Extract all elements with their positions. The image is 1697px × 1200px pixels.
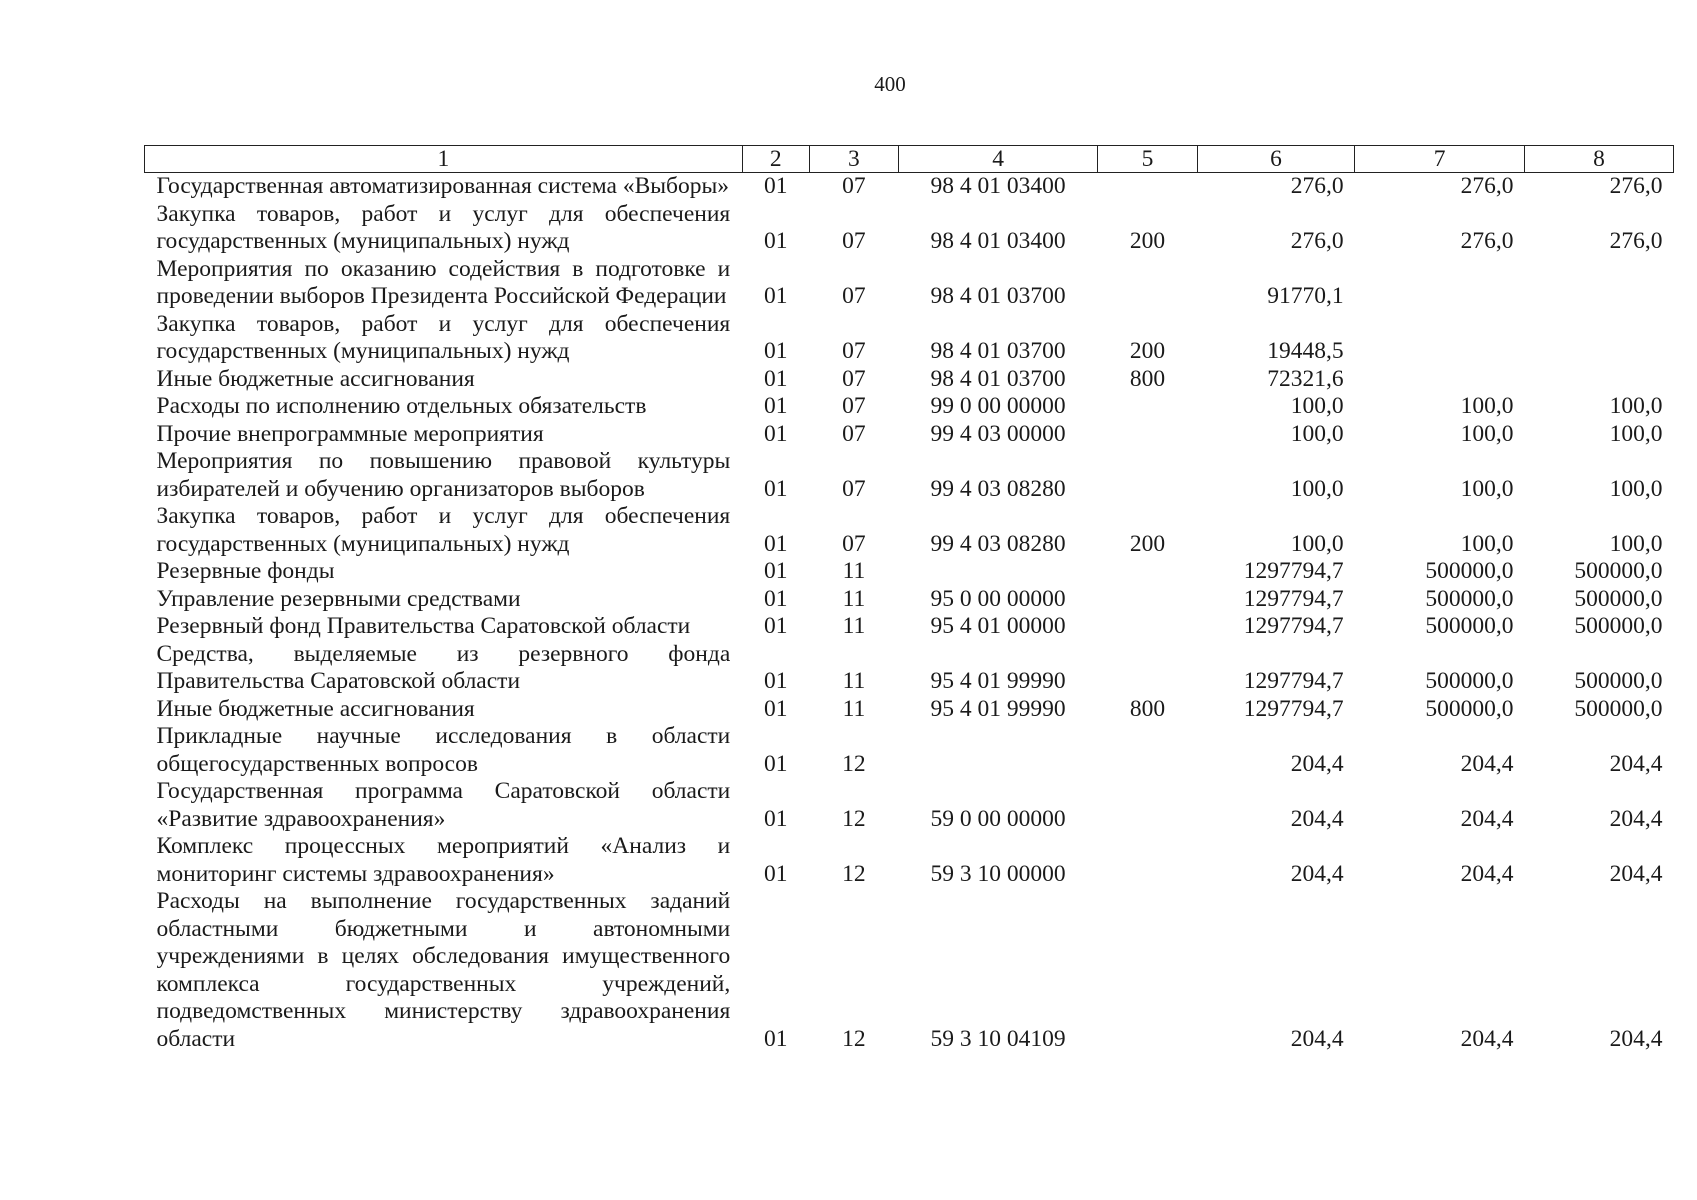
amount-col7: 204,4 <box>1460 860 1514 887</box>
amount-col7: 100,0 <box>1460 530 1514 557</box>
amount-col6: 1297794,7 <box>1243 558 1344 584</box>
expense-type-code <box>1098 393 1198 421</box>
subsection-code: 07 <box>842 173 866 199</box>
column-header: 7 <box>1355 146 1525 173</box>
amount-col8: 500000,0 <box>1574 613 1663 639</box>
section-code: 01 <box>764 613 788 639</box>
section-code: 01 <box>764 475 788 502</box>
table-row <box>145 448 1674 503</box>
amount-col8: 100,0 <box>1609 475 1663 502</box>
amount-col7: 100,0 <box>1460 475 1514 502</box>
expense-type-code: 200 <box>1129 530 1166 557</box>
header-row <box>145 146 1674 173</box>
expense-name: Мероприятия по оказанию содействия в подготовке и проведении выборов Президента Российской Федерации <box>156 255 731 309</box>
target-article-code: 98 4 01 03400 <box>930 173 1066 199</box>
amount-col6: 100,0 <box>1290 475 1344 502</box>
expense-name: Прикладные научные исследования в области общегосударственных вопросов <box>156 723 731 777</box>
expense-type-code: 800 <box>1129 695 1166 722</box>
subsection-code: 07 <box>842 420 866 447</box>
amount-col6: 1297794,7 <box>1243 613 1344 639</box>
section-code: 01 <box>764 585 788 612</box>
target-article-code: 99 4 03 08280 <box>930 530 1066 557</box>
subsection-code: 07 <box>842 393 866 419</box>
expense-type-code <box>1098 421 1198 449</box>
amount-col6: 72321,6 <box>1267 365 1344 392</box>
amount-col7 <box>1355 366 1525 394</box>
amount-col7 <box>1355 256 1525 311</box>
amount-col6: 91770,1 <box>1267 283 1344 309</box>
section-code: 01 <box>764 338 788 364</box>
amount-col6: 100,0 <box>1290 530 1344 557</box>
subsection-code: 11 <box>842 668 866 694</box>
amount-col7: 100,0 <box>1460 420 1514 447</box>
section-code: 01 <box>764 805 788 832</box>
amount-col6: 1297794,7 <box>1243 695 1344 722</box>
expense-type-code <box>1098 448 1198 503</box>
amount-col8 <box>1525 366 1674 394</box>
expense-name: Государственная автоматизированная система «Выборы» <box>156 173 730 199</box>
amount-col6: 204,4 <box>1290 750 1344 777</box>
table-row <box>145 613 1674 641</box>
expense-name: Государственная программа Саратовской области «Развитие здравоохранения» <box>156 778 731 832</box>
amount-col7: 500000,0 <box>1425 613 1514 639</box>
expense-type-code: 200 <box>1129 228 1166 254</box>
subsection-code: 11 <box>842 613 866 639</box>
amount-col7: 204,4 <box>1460 750 1514 777</box>
table-body <box>145 173 1674 1054</box>
section-code: 01 <box>764 420 788 447</box>
expense-type-code <box>1098 173 1198 201</box>
target-article-code: 98 4 01 03400 <box>930 228 1066 254</box>
table-row <box>145 778 1674 833</box>
amount-col8: 276,0 <box>1609 173 1663 199</box>
section-code: 01 <box>764 365 788 392</box>
target-article-code <box>898 723 1097 778</box>
subsection-code: 12 <box>842 805 866 832</box>
expense-name: Иные бюджетные ассигнования <box>156 365 475 392</box>
amount-col7: 500000,0 <box>1425 558 1514 584</box>
expense-type-code <box>1098 256 1198 311</box>
subsection-code: 12 <box>842 860 866 887</box>
amount-col8: 500000,0 <box>1574 558 1663 584</box>
expense-name: Закупка товаров, работ и услуг для обеспечения государственных (муниципальных) нужд <box>156 310 731 364</box>
budget-table <box>144 145 1674 1053</box>
page-number: 400 <box>874 72 906 96</box>
column-header: 8 <box>1525 146 1674 173</box>
subsection-code: 11 <box>842 695 866 722</box>
table-row <box>145 173 1674 201</box>
section-code: 01 <box>764 530 788 557</box>
subsection-code: 12 <box>842 1025 866 1052</box>
amount-col8: 500000,0 <box>1574 668 1663 694</box>
amount-col6: 1297794,7 <box>1243 668 1344 694</box>
section-code: 01 <box>764 393 788 419</box>
section-code: 01 <box>764 695 788 722</box>
table-row <box>145 696 1674 724</box>
expense-type-code <box>1098 833 1198 888</box>
expense-name: Средства, выделяемые из резервного фонда Правительства Саратовской области <box>156 640 731 694</box>
amount-col6: 204,4 <box>1290 805 1344 832</box>
amount-col6: 19448,5 <box>1267 338 1344 364</box>
amount-col8: 204,4 <box>1609 1025 1663 1052</box>
amount-col8: 100,0 <box>1609 420 1663 447</box>
table-row <box>145 723 1674 778</box>
target-article-code: 95 0 00 00000 <box>930 585 1066 612</box>
table-row <box>145 833 1674 888</box>
amount-col6: 100,0 <box>1290 393 1344 419</box>
column-header: 6 <box>1197 146 1354 173</box>
amount-col7: 100,0 <box>1460 393 1514 419</box>
section-code: 01 <box>764 173 788 199</box>
expense-name: Резервный фонд Правительства Саратовской области <box>156 613 691 639</box>
table-row <box>145 201 1674 256</box>
amount-col8 <box>1525 256 1674 311</box>
expense-type-code <box>1098 558 1198 586</box>
section-code: 01 <box>764 228 788 254</box>
target-article-code: 99 0 00 00000 <box>930 393 1066 419</box>
amount-col6: 100,0 <box>1290 420 1344 447</box>
amount-col6: 204,4 <box>1290 1025 1344 1052</box>
table-row <box>145 586 1674 614</box>
table-row <box>145 311 1674 366</box>
expense-name: Резервные фонды <box>156 558 335 584</box>
amount-col8: 204,4 <box>1609 860 1663 887</box>
expense-type-code <box>1098 641 1198 696</box>
subsection-code: 11 <box>842 585 866 612</box>
table-row <box>145 503 1674 558</box>
expense-name: Закупка товаров, работ и услуг для обеспечения государственных (муниципальных) нужд <box>156 200 731 254</box>
column-header: 2 <box>742 146 809 173</box>
target-article-code: 59 3 10 04109 <box>930 1025 1066 1052</box>
expense-type-code <box>1098 888 1198 1053</box>
subsection-code: 07 <box>842 475 866 502</box>
amount-col7: 500000,0 <box>1425 695 1514 722</box>
section-code: 01 <box>764 860 788 887</box>
target-article-code: 95 4 01 99990 <box>930 695 1066 722</box>
table-row <box>145 393 1674 421</box>
target-article-code <box>898 558 1097 586</box>
table-row <box>145 366 1674 394</box>
amount-col7: 276,0 <box>1460 228 1514 254</box>
amount-col8: 500000,0 <box>1574 585 1663 612</box>
amount-col6: 276,0 <box>1290 228 1344 254</box>
target-article-code: 95 4 01 00000 <box>930 613 1066 639</box>
expense-name: Расходы по исполнению отдельных обязательств <box>156 393 647 419</box>
amount-col8: 100,0 <box>1609 393 1663 419</box>
target-article-code: 59 3 10 00000 <box>930 860 1066 887</box>
target-article-code: 59 0 00 00000 <box>930 805 1066 832</box>
expense-name: Расходы на выполнение государственных заданий областными бюджетными и автономными учреждениями в целях обследования имущественного комплекса государственных учреждений, подведомственных министерству здравоохранения области <box>156 888 731 1052</box>
target-article-code: 98 4 01 03700 <box>930 365 1066 392</box>
subsection-code: 07 <box>842 365 866 392</box>
amount-col8: 276,0 <box>1609 228 1663 254</box>
column-header: 1 <box>145 146 743 173</box>
amount-col8: 500000,0 <box>1574 695 1663 722</box>
expense-name: Закупка товаров, работ и услуг для обеспечения государственных (муниципальных) нужд <box>156 503 731 557</box>
table-row <box>145 421 1674 449</box>
expense-name: Комплекс процессных мероприятий «Анализ и мониторинг системы здравоохранения» <box>156 833 731 887</box>
section-code: 01 <box>764 283 788 309</box>
subsection-code: 11 <box>842 558 866 584</box>
section-code: 01 <box>764 1025 788 1052</box>
expense-type-code <box>1098 613 1198 641</box>
amount-col8 <box>1525 311 1674 366</box>
expense-name: Управление резервными средствами <box>156 585 521 612</box>
section-code: 01 <box>764 750 788 777</box>
section-code: 01 <box>764 668 788 694</box>
subsection-code: 07 <box>842 530 866 557</box>
amount-col6: 276,0 <box>1290 173 1344 199</box>
expense-type-code <box>1098 723 1198 778</box>
amount-col6: 204,4 <box>1290 860 1344 887</box>
table-row <box>145 256 1674 311</box>
target-article-code: 98 4 01 03700 <box>930 283 1066 309</box>
amount-col7: 204,4 <box>1460 805 1514 832</box>
subsection-code: 07 <box>842 338 866 364</box>
amount-col7 <box>1355 311 1525 366</box>
expense-type-code <box>1098 586 1198 614</box>
table-row <box>145 558 1674 586</box>
target-article-code: 98 4 01 03700 <box>930 338 1066 364</box>
subsection-code: 07 <box>842 283 866 309</box>
expense-name: Прочие внепрограммные мероприятия <box>156 420 544 447</box>
amount-col8: 204,4 <box>1609 750 1663 777</box>
table-row <box>145 888 1674 1053</box>
expense-name: Иные бюджетные ассигнования <box>156 695 475 722</box>
subsection-code: 12 <box>842 750 866 777</box>
amount-col8: 100,0 <box>1609 530 1663 557</box>
section-code: 01 <box>764 558 788 584</box>
amount-col6: 1297794,7 <box>1243 585 1344 612</box>
target-article-code: 99 4 03 08280 <box>930 475 1066 502</box>
expense-type-code: 800 <box>1129 365 1166 392</box>
expense-type-code: 200 <box>1129 338 1166 364</box>
amount-col7: 276,0 <box>1460 173 1514 199</box>
target-article-code: 99 4 03 00000 <box>930 420 1066 447</box>
column-header: 4 <box>898 146 1097 173</box>
amount-col7: 500000,0 <box>1425 585 1514 612</box>
amount-col7: 204,4 <box>1460 1025 1514 1052</box>
amount-col8: 204,4 <box>1609 805 1663 832</box>
column-header: 5 <box>1098 146 1198 173</box>
table-row <box>145 641 1674 696</box>
amount-col7: 500000,0 <box>1425 668 1514 694</box>
subsection-code: 07 <box>842 228 866 254</box>
expense-type-code <box>1098 778 1198 833</box>
expense-name: Мероприятия по повышению правовой культуры избирателей и обучению организаторов выборов <box>156 448 731 502</box>
column-header: 3 <box>809 146 898 173</box>
target-article-code: 95 4 01 99990 <box>930 668 1066 694</box>
